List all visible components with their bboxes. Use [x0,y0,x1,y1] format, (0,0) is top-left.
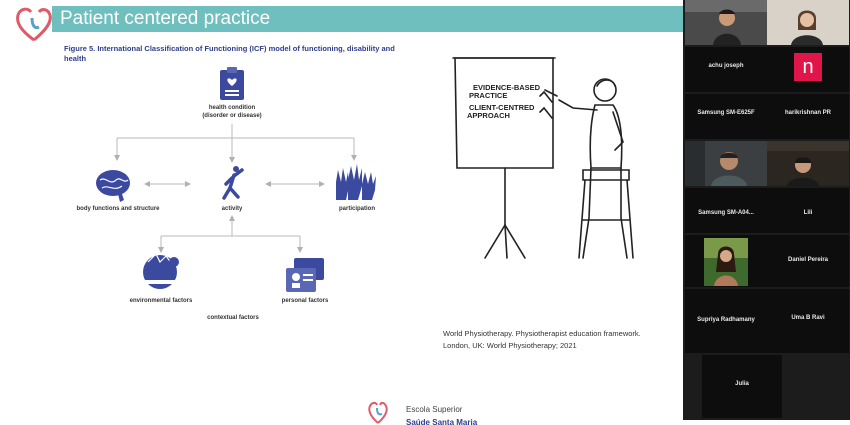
participant-tile[interactable] [685,47,767,92]
icf-health-condition-label: health condition (disorder or disease) [202,105,262,119]
participant-name: harikrishnan PR [784,110,831,116]
participant-tile[interactable] [685,289,767,353]
participant-avatar: n [794,53,822,81]
activity-person-icon [224,166,242,198]
flipchart-line3: CLIENT-CENTRED [469,103,535,112]
figure-caption: Figure 5. International Classification of Functioning (ICF) model of functioning, disability and health [64,44,395,63]
environment-globe-icon [143,254,179,289]
participant-name: Supriya Radhamany [697,317,755,323]
participant-name: Samsung SM-A04... [698,210,754,216]
icf-contextual-label: contextual factors [207,315,259,321]
brain-icon [96,170,130,202]
participant-video [767,141,849,186]
icf-activity-label: activity [221,206,243,212]
participant-name: Julia [735,381,749,387]
icf-personal-label: personal factors [281,298,329,304]
bottom-logo-line2: Saúde Santa Maria [406,418,478,425]
participant-video [704,238,748,286]
personal-profile-icon [286,258,324,292]
flipchart-line1: EVIDENCE-BASED [473,83,541,92]
participant-video [685,0,767,45]
participant-tile[interactable] [685,188,767,233]
participant-video [685,141,767,186]
flipchart-line4: APPROACH [467,111,510,120]
icf-environmental-label: environmental factors [129,298,193,304]
participant-tile[interactable] [685,94,767,139]
participant-tile[interactable] [767,94,849,139]
citation-line1: World Physiotherapy. Physiotherapist education framework. [443,329,641,338]
icf-connectors [117,124,354,250]
bottom-logo-line1: Escola Superior [406,405,463,414]
participant-gallery [683,0,850,420]
participant-name: Samsung SM-E625F [697,110,755,116]
slide-title: Patient centered practice [60,8,271,29]
participant-name: Lili [803,210,813,216]
participant-tile[interactable] [767,188,849,233]
flipchart-line2: PRACTICE [469,91,508,100]
participant-tile[interactable] [767,289,849,353]
participant-tile[interactable] [767,235,849,287]
participant-name: Daniel Pereira [787,257,829,263]
citation [443,328,641,352]
participant-video [767,0,849,45]
citation-line2: London, UK: World Physiotherapy; 2021 [443,341,577,350]
participant-name: Uma B Ravi [791,315,825,321]
participant-tile[interactable] [685,0,767,45]
bottom-school-logo-icon [368,399,388,425]
raised-hands-icon [336,164,376,200]
participant-name: achu joseph [708,63,744,69]
participant-tile[interactable] [702,355,782,418]
participant-tile[interactable] [767,0,849,45]
participant-tile[interactable] [767,47,849,92]
clipboard-icon [220,67,244,100]
participant-tile[interactable] [767,141,849,186]
icf-body-functions-label: body functions and structure [76,206,160,212]
flipchart-teacher-illustration [445,50,645,265]
participant-tile[interactable] [685,235,767,287]
icf-participation-label: participation [338,206,375,212]
participant-tile[interactable] [685,141,767,186]
